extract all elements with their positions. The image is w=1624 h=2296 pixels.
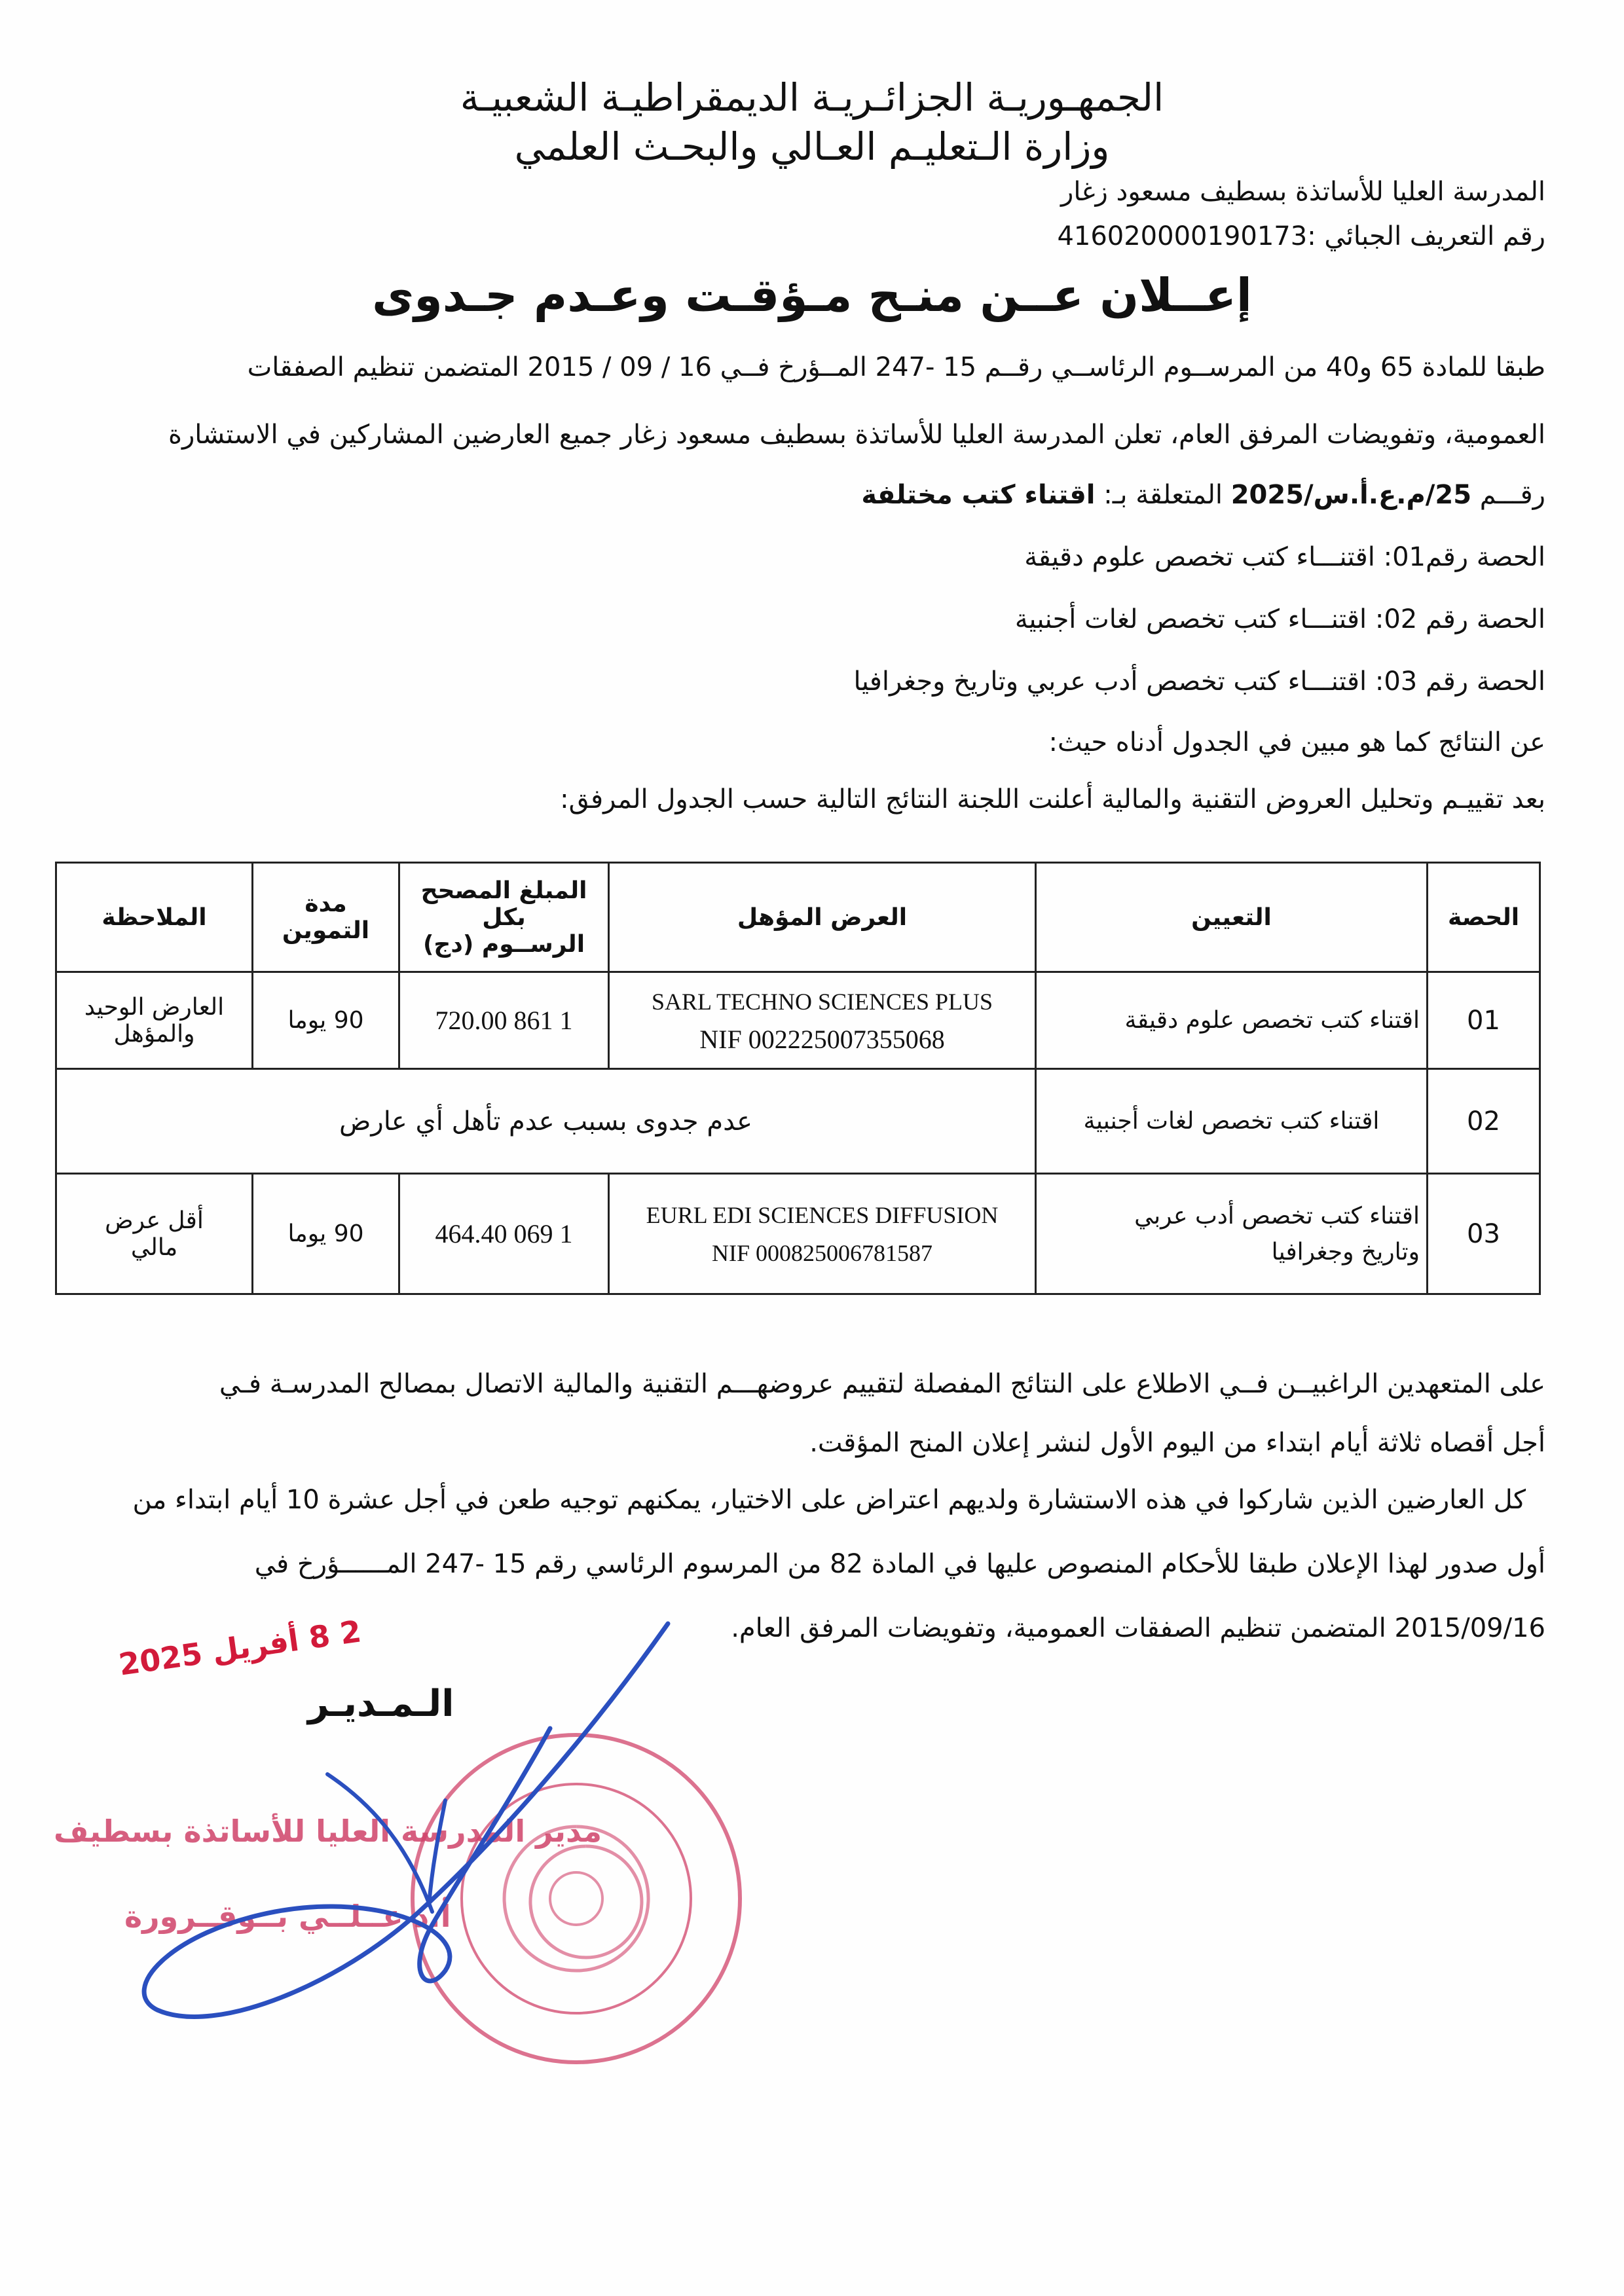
table-row [56, 972, 1540, 1069]
intro-mid: المتعلقة بـ: [1095, 480, 1231, 510]
cell-offer [609, 1174, 1036, 1294]
cell-designation: اقتناء كتب تخصص لغات أجنبية [1036, 1069, 1428, 1174]
intro-line-1: طبقا للمادة 65 و40 من المرســوم الرئاســي رقــم 15 -247 المــؤرخ فــي 16 / 09 / 2015 المتضمن تنظيم الصفقات [247, 352, 1545, 382]
header-amount [399, 863, 609, 972]
header-duration [253, 863, 399, 972]
consultation-number: 25/م.ع.أ.س/2025 [1230, 480, 1472, 510]
evaluation-intro: بعد تقييـم وتحليل العروض التقنية والمالية أعلنت اللجنة النتائج التالية حسب الجدول المرفق: [560, 784, 1545, 814]
tax-id: رقم التعريف الجبائي :416020000190173 [1057, 221, 1545, 251]
amount-value: 1 861 720.00 [435, 1006, 573, 1035]
consultation-subject: اقتناء كتب مختلفة [861, 480, 1096, 510]
cell-duration: 90 يوما [253, 972, 399, 1069]
note-line-1: العارض الوحيد [84, 993, 225, 1021]
stamp-line-1: مدير المدرسة العليا للأساتذة بسطيف [54, 1813, 602, 1849]
document-title: إعــلان عــن منـح مـؤقـت وعـدم جـدوى [372, 268, 1252, 322]
closing-p1-line2: أجل أقصاه ثلاثة أيام ابتداء من اليوم الأول لنشر إعلان المنح المؤقت. [809, 1428, 1545, 1458]
company-name: EURL EDI SCIENCES DIFFUSION [646, 1201, 999, 1228]
cell-offer [609, 972, 1036, 1069]
company-nif: NIF 000825006781587 [711, 1239, 932, 1266]
cell-duration: 90 يوما [253, 1174, 399, 1294]
closing-p1-line1: على المتعهدين الراغبيــن فــي الاطلاع على النتائج المفصلة لتقييم عروضهـــم التقنية والمالية الاتصال بمصالح المدرسـة فـي [219, 1369, 1545, 1399]
designation-line-1: اقتناء كتب تخصص أدب عربي [1134, 1202, 1420, 1230]
amount-value: 1 069 464.40 [435, 1219, 573, 1248]
cell-note [56, 1174, 253, 1294]
ministry-header: وزارة الـتعليـم العـالي والبحـث العلمي [514, 124, 1110, 169]
cell-designation [1036, 1174, 1428, 1294]
company-nif: NIF 002225007355068 [699, 1024, 945, 1054]
header-note: الملاحظة [56, 863, 253, 972]
note-line-2: والمؤهل [113, 1020, 195, 1048]
lot-item-2: الحصة رقم 02: اقتنـــاء كتب تخصص لغات أجنبية [1014, 604, 1545, 634]
cell-note [56, 972, 253, 1069]
lot-item-3: الحصة رقم 03: اقتنـــاء كتب تخصص أدب عربي وتاريخ وجغرافيا [853, 666, 1545, 697]
cell-lot: 01 [1428, 972, 1540, 1069]
header-amount-l1: المبلغ المصحح بكل [420, 877, 587, 931]
cell-lot: 02 [1428, 1069, 1540, 1174]
table-header-row [56, 863, 1540, 972]
table-row [56, 1174, 1540, 1294]
results-intro: عن النتائج كما هو مبين في الجدول أدناه حيث: [1048, 727, 1545, 757]
cell-designation: اقتناء كتب تخصص علوم دقيقة [1036, 972, 1428, 1069]
stamp-line-2: أ.د عــلــي بــوقــرورة [124, 1899, 451, 1934]
header-offer: العرض المؤهل [609, 863, 1036, 972]
cell-unsuccessful-note: عدم جدوى بسبب عدم تأهل أي عارض [56, 1069, 1036, 1174]
header-duration-l1: مدة [304, 890, 347, 917]
results-table [55, 862, 1541, 1295]
header-duration-l2: التموين [282, 917, 370, 944]
director-title: الـمـديـر [308, 1683, 454, 1725]
designation-line-2: وتاريخ وجغرافيا [1271, 1238, 1420, 1266]
intro-line-2: العمومية، وتفويضات المرفق العام، تعلن المدرسة العليا للأساتذة بسطيف مسعود زغار جميع العارضين المشاركين في الاستشارة [168, 420, 1545, 450]
handwritten-signature [131, 1604, 773, 2062]
cell-amount [399, 1174, 609, 1294]
closing-p2-line2: أول صدور لهذا الإعلان طبقا للأحكام المنصوص عليها في المادة 82 من المرسوم الرئاسي رقم 15 -247 المــــــؤرخ في [254, 1549, 1545, 1579]
note-line-2: مالي [130, 1233, 178, 1261]
header-designation: التعيين [1036, 863, 1428, 972]
cell-lot: 03 [1428, 1174, 1540, 1294]
republic-header: الجمهـوريـة الجزائـريـة الديمقراطيـة الشعبيـة [460, 75, 1164, 120]
header-amount-l2: الرســوم (دج) [422, 930, 585, 958]
header-lot: الحصة [1428, 863, 1540, 972]
date-stamp: 2 8 أفريل 2025 [117, 1613, 363, 1683]
closing-p2-line1: كل العارضين الذين شاركوا في هذه الاستشارة ولديهم اعتراض على الاختيار، يمكنهم توجيه طعن في أجل عشرة 10 أيام ابتداء من [132, 1485, 1526, 1515]
lot-item-1: الحصة رقم01: اقتنـــاء كتب تخصص علوم دقيقة [1024, 542, 1545, 572]
note-line-1: أقل عرض [105, 1207, 204, 1234]
company-name: SARL TECHNO SCIENCES PLUS [651, 988, 993, 1015]
table-row [56, 1069, 1540, 1174]
institution-name: المدرسة العليا للأساتذة بسطيف مسعود زغار [1061, 177, 1545, 207]
intro-prefix: رقـــم [1471, 480, 1545, 510]
intro-line-3 [72, 476, 1545, 514]
cell-amount [399, 972, 609, 1069]
closing-p2-line3: 2015/09/16 المتضمن تنظيم الصفقات العمومية، وتفويضات المرفق العام. [731, 1613, 1545, 1643]
